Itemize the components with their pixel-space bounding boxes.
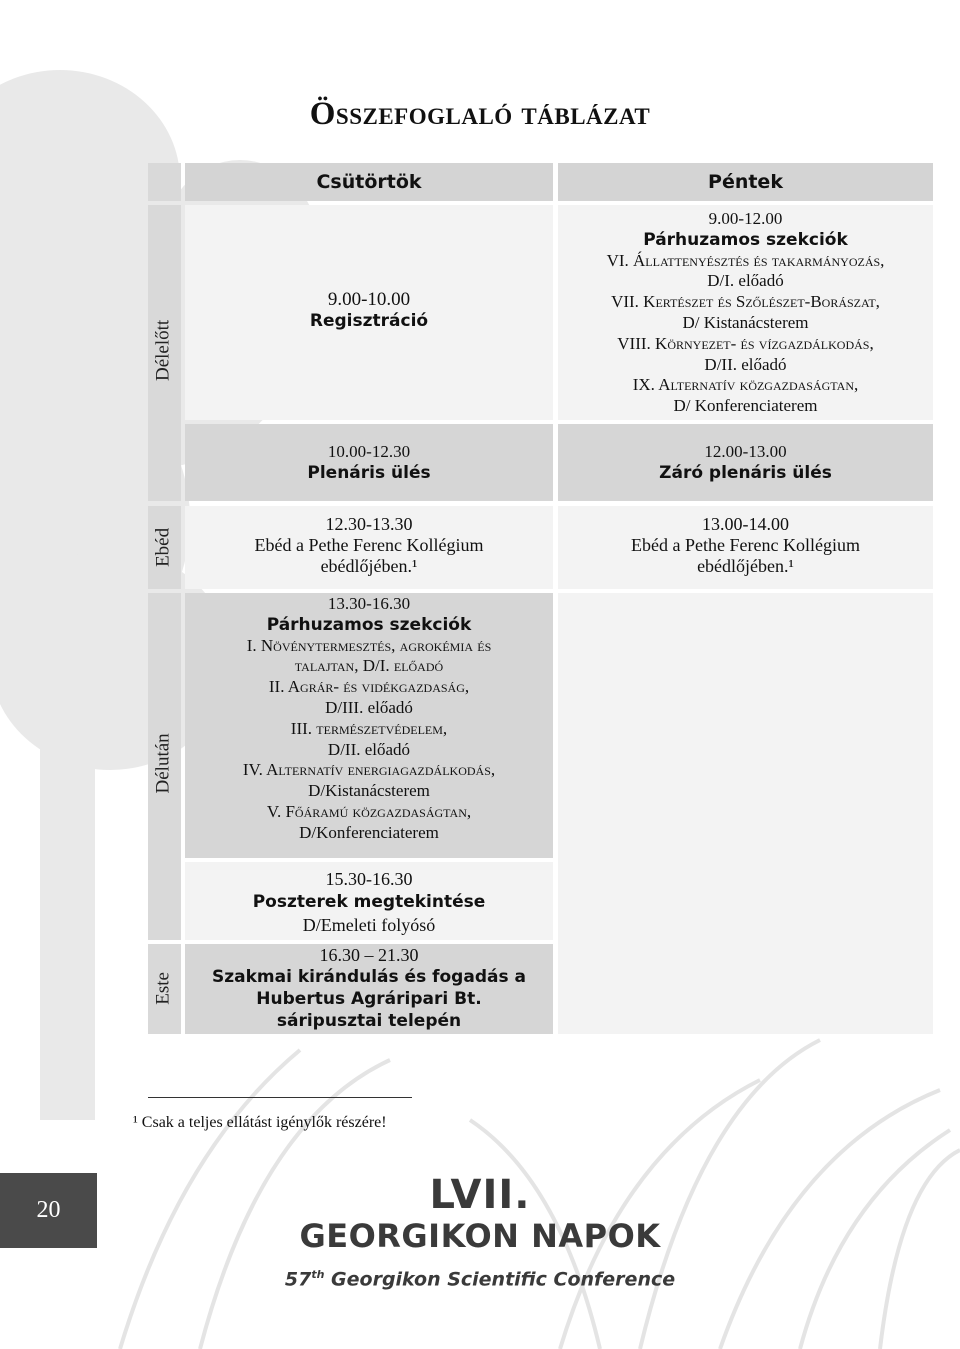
- friday-session-line: IX. Alternatív közgazdaságtan,: [632, 375, 859, 395]
- friday-sessions-title: Párhuzamos szekciók: [643, 229, 848, 250]
- logo-line2: GEORGIKON NAPOK: [299, 1217, 661, 1255]
- thursday-lunch-time: 12.30-13.30: [325, 514, 413, 534]
- thursday-evening-time: 16.30 – 21.30: [319, 945, 419, 965]
- thursday-session-line: III. természetvédelem,: [290, 718, 448, 738]
- thursday-plenary-title: Plenáris ülés: [307, 462, 431, 483]
- footnote-separator: [148, 1097, 412, 1098]
- thursday-lunch: [185, 506, 553, 589]
- friday-lunch-place: Ebéd a Pethe Ferenc Kollégium: [631, 535, 860, 555]
- thursday-posters: [185, 862, 553, 940]
- thursday-sessions: [185, 593, 553, 858]
- thursday-plenary-time: 10.00-12.30: [327, 442, 411, 461]
- thursday-session-line: D/Kistanácsterem: [308, 781, 430, 801]
- footnote: ¹ Csak a teljes ellátást igénylők részére!: [133, 1114, 387, 1131]
- friday-session-line: VI. Állattenyésztés és takarmányozás,: [606, 250, 885, 270]
- thursday-evening: [185, 944, 553, 1034]
- thursday-sessions-title: Párhuzamos szekciók: [266, 614, 472, 635]
- thursday-session-line: D/II. előadó: [327, 739, 411, 759]
- thursday-evening-title2: Hubertus Agráripari Bt.: [256, 989, 482, 1009]
- row-label-lunch-cell: [148, 506, 181, 589]
- header-friday: Péntek: [558, 163, 933, 201]
- thursday-session-line: I. Növénytermesztés, agrokémia és: [246, 635, 492, 655]
- friday-plenary-time: 12.00-13.00: [704, 442, 787, 461]
- row-label-afternoon-cell: [148, 593, 181, 940]
- logo-line3: [0, 1268, 960, 1290]
- thursday-sessions-time: 13.30-16.30: [327, 594, 411, 613]
- friday-session-line: D/I. előadó: [707, 271, 784, 291]
- thursday-session-line: V. Főáramú közgazdaságtan,: [266, 801, 472, 821]
- row-label-afternoon: Délután: [152, 733, 174, 794]
- friday-lunch-place2: ebédlőjében.¹: [697, 556, 794, 576]
- thursday-plenary: [185, 424, 553, 501]
- friday-plenary-title: Záró plenáris ülés: [659, 462, 832, 483]
- friday-sessions-time: 9.00-12.00: [708, 209, 783, 228]
- thursday-session-line: IV. Alternatív energiagazdálkodás,: [242, 760, 496, 780]
- row-label-evening-cell: [148, 944, 181, 1034]
- friday-plenary: [558, 424, 933, 501]
- row-label-morning: Délelőtt: [152, 319, 174, 382]
- row-label-lunch: Ebéd: [152, 527, 174, 567]
- thursday-posters-time: 15.30-16.30: [325, 869, 413, 889]
- page-title: Összefoglaló táblázat: [309, 96, 651, 132]
- thursday-session-line: talajtan, D/I. előadó: [294, 656, 444, 676]
- thursday-registration-title: Regisztráció: [309, 310, 429, 331]
- thursday-lunch-place2: ebédlőjében.¹: [320, 556, 418, 576]
- row-label-evening: Este: [152, 972, 174, 1005]
- friday-session-line: D/ Kistanácsterem: [682, 312, 809, 332]
- friday-session-line: VIII. Környezet- és vízgazdálkodás,: [617, 333, 874, 353]
- thursday-posters-title: Poszterek megtekintése: [252, 892, 486, 912]
- logo-line1: LVII.: [429, 1172, 531, 1218]
- logo-line3-rest: Georgikon Scientific Conference: [324, 1268, 676, 1291]
- friday-session-line: VII. Kertészet és Szőlészet-Borászat,: [611, 292, 880, 312]
- friday-session-line: D/II. előadó: [704, 354, 787, 374]
- row-label-strip: [148, 163, 181, 201]
- thursday-session-line: D/Konferenciaterem: [299, 822, 439, 842]
- thursday-session-line: D/III. előadó: [325, 697, 413, 717]
- friday-lunch: [558, 506, 933, 589]
- thursday-posters-place: D/Emeleti folyósó: [302, 915, 436, 935]
- thursday-registration-time: 9.00-10.00: [327, 289, 411, 310]
- thursday-evening-title3: sáripusztai telepén: [276, 1011, 462, 1031]
- friday-lunch-time: 13.00-14.00: [702, 514, 789, 534]
- header-thursday: Csütörtök: [185, 163, 553, 201]
- logo-line3-prefix: 57: [284, 1268, 312, 1291]
- friday-sessions: [558, 205, 933, 420]
- thursday-evening-title1: Szakmai kirándulás és fogadás a: [212, 967, 526, 987]
- logo-line3-sup: th: [311, 1268, 325, 1281]
- friday-afternoon-empty: [558, 593, 933, 1034]
- thursday-lunch-place: Ebéd a Pethe Ferenc Kollégium: [254, 535, 484, 555]
- page-number: 20: [0, 1173, 97, 1248]
- thursday-session-line: II. Agrár- és vidékgazdaság,: [268, 677, 470, 697]
- friday-session-line: D/ Konferenciaterem: [673, 396, 818, 416]
- row-label-morning-cell: [148, 205, 181, 501]
- thursday-registration: [185, 205, 553, 420]
